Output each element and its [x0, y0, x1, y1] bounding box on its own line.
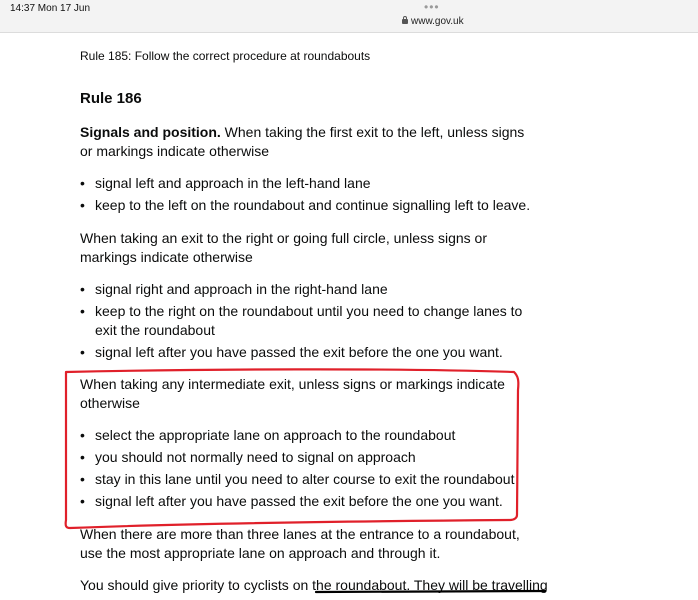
intermediate-exit-paragraph: When taking any intermediate exit, unless signs or markings indicate otherwise — [80, 376, 505, 411]
url-text: www.gov.uk — [411, 16, 464, 27]
cyclists-paragraph: You should give priority to cyclists on the roundabout. They will be travelling — [80, 577, 548, 593]
lock-icon — [402, 19, 408, 24]
intro-paragraph — [80, 123, 540, 160]
status-bar — [0, 0, 698, 33]
list-item: • signal left after you have passed the exit before the one you want. — [80, 492, 540, 511]
list-item: • signal right and approach in the right-hand lane — [80, 280, 540, 299]
list-item: • signal left and approach in the left-hand lane — [80, 174, 540, 193]
right-exit-paragraph: When taking an exit to the right or going full circle, unless signs or markings indicate otherwise — [80, 230, 487, 265]
list-item: • keep to the right on the roundabout until you need to change lanes to exit the roundabout — [80, 302, 540, 339]
list-item: • keep to the left on the roundabout and continue signalling left to leave. — [80, 196, 540, 215]
list-item: • signal left after you have passed the exit before the one you want. — [80, 343, 540, 362]
intermediate-exit-list — [80, 426, 540, 514]
rule-title: Rule 186 — [80, 90, 142, 107]
intro-bold: Signals and position. — [80, 124, 221, 140]
previous-rule-link[interactable]: Rule 185: Follow the correct procedure at roundabouts — [80, 49, 371, 63]
intro-text: When taking the first exit to the left, unless signs or markings indicate otherwise — [80, 124, 525, 159]
first-exit-list — [80, 174, 540, 218]
status-time-date: 14:37 Mon 17 Jun — [10, 3, 91, 14]
more-options-dots[interactable]: ••• — [424, 0, 440, 14]
three-lanes-paragraph: When there are more than three lanes at the entrance to a roundabout, use the most appropriate lane on approach and through it. — [80, 526, 520, 561]
list-item: • you should not normally need to signal on approach — [80, 448, 540, 467]
right-exit-list — [80, 280, 540, 365]
list-item: • stay in this lane until you need to alter course to exit the roundabout — [80, 470, 540, 489]
list-item: • select the appropriate lane on approach to the roundabout — [80, 426, 540, 445]
address-bar[interactable] — [402, 16, 464, 27]
